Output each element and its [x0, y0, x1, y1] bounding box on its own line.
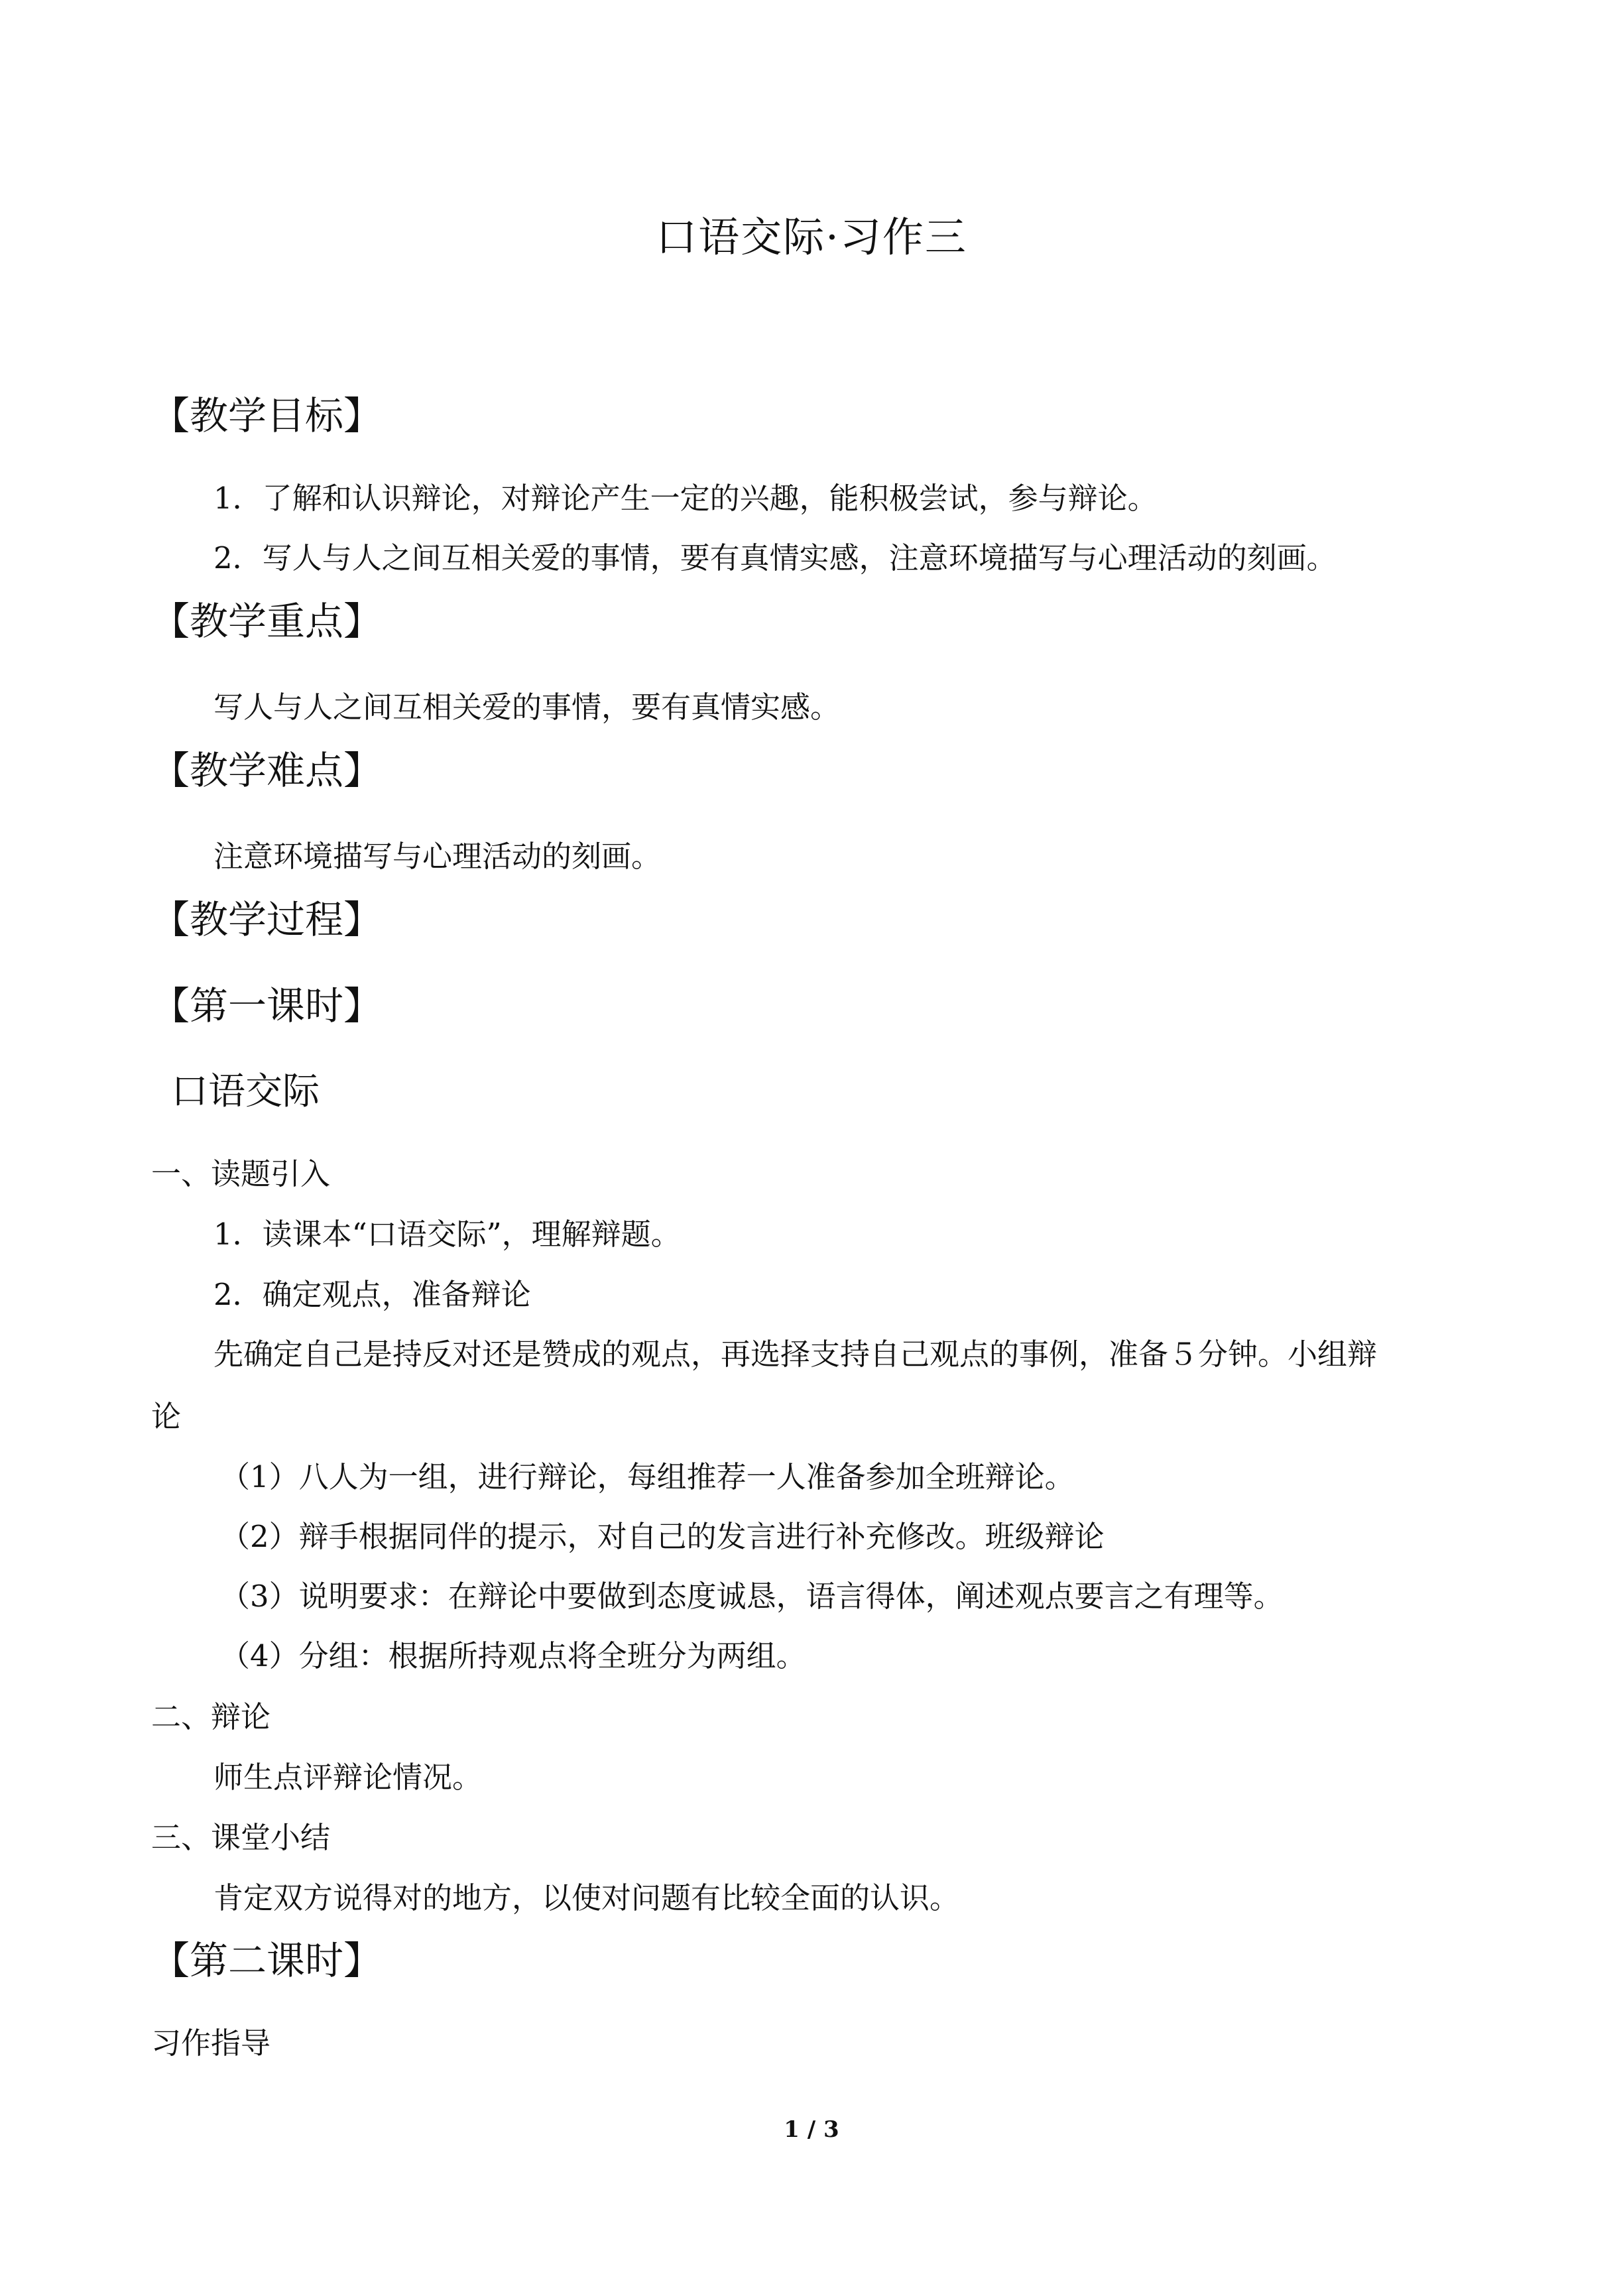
section-1-sub-item-3: （3）说明要求：在辩论中要做到态度诚恳，语言得体，阐述观点要言之有理等。 — [220, 1579, 1284, 1614]
section-1-paragraph-line-1: 先确定自己是持反对还是赞成的观点，再选择支持自己观点的事例，准备５分钟。小组辩 — [213, 1337, 1378, 1372]
section-1-sub-item-4: （4）分组：根据所持观点将全班分为两组。 — [220, 1638, 806, 1673]
section-1-title: 一、读题引入 — [151, 1156, 331, 1191]
heading-difficulties: 【教学难点】 — [151, 748, 383, 793]
heading-key-points: 【教学重点】 — [151, 599, 383, 644]
heading-lesson-1: 【第一课时】 — [151, 983, 383, 1028]
heading-lesson-2: 【第二课时】 — [151, 1938, 383, 1983]
subheading-oral-communication: 口语交际 — [171, 1070, 320, 1113]
section-1-sub-item-1: （1）八人为一组，进行辩论，每组推荐一人准备参加全班辩论。 — [220, 1459, 1075, 1494]
section-3-title: 三、课堂小结 — [151, 1820, 331, 1855]
heading-objectives: 【教学目标】 — [151, 393, 383, 438]
objective-item-2: 2．写人与人之间互相关爱的事情，要有真情实感，注意环境描写与心理活动的刻画。 — [213, 540, 1337, 575]
section-1-step-2: 2．确定观点，准备辩论 — [213, 1277, 531, 1312]
objective-item-1: 1．了解和认识辩论，对辩论产生一定的兴趣，能积极尝试，参与辩论。 — [213, 481, 1158, 516]
page-number: 1 / 3 — [784, 2116, 839, 2143]
section-1-paragraph-line-2: 论 — [151, 1399, 182, 1434]
section-3-text: 肯定双方说得对的地方，以使对问题有比较全面的认识。 — [213, 1880, 960, 1915]
document-title: 口语交际·习作三 — [656, 213, 967, 261]
key-points-text: 写人与人之间互相关爱的事情，要有真情实感。 — [213, 690, 841, 725]
heading-process: 【教学过程】 — [151, 897, 383, 942]
section-1-step-1: 1．读课本“口语交际”，理解辩题。 — [213, 1217, 681, 1252]
section-1-sub-item-2: （2）辩手根据同伴的提示，对自己的发言进行补充修改。班级辩论 — [220, 1519, 1105, 1554]
subheading-writing-guidance: 习作指导 — [151, 2025, 271, 2061]
difficulties-text: 注意环境描写与心理活动的刻画。 — [213, 839, 662, 874]
section-2-text: 师生点评辩论情况。 — [213, 1760, 483, 1795]
section-2-title: 二、辩论 — [151, 1699, 271, 1734]
